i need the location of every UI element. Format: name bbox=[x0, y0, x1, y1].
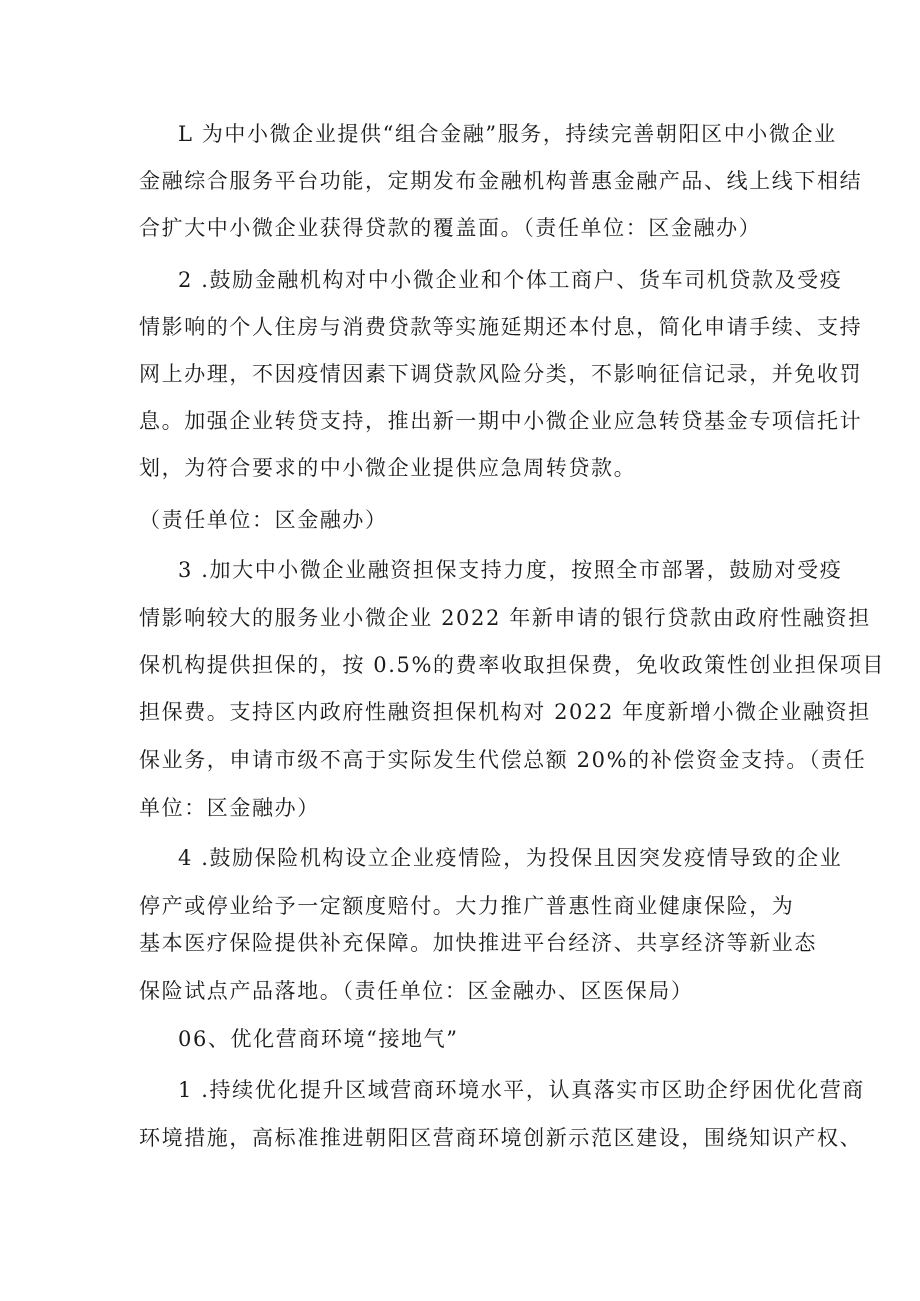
paragraph-3-line-4: 担保费。支持区内政府性融资担保机构对 2022 年度新增小微企业融资担 bbox=[139, 700, 871, 724]
paragraph-3-line-1: 3 .加大中小微企业融资担保支持力度，按照全市部署，鼓励对受疫 bbox=[178, 558, 843, 582]
paragraph-2-responsibility: （责任单位：区金融办） bbox=[139, 508, 388, 532]
paragraph-2-line-4: 息。加强企业转贷支持，推出新一期中小微企业应急转贷基金专项信托计 bbox=[139, 409, 863, 433]
paragraph-3-line-5: 保业务，申请市级不高于实际发生代偿总额 20%的补偿资金支持。（责任 bbox=[139, 748, 867, 772]
paragraph-4-line-1: 4 .鼓励保险机构设立企业疫情险，为投保且因突发疫情导致的企业 bbox=[178, 846, 843, 870]
paragraph-5-line-2: 环境措施，高标准推进朝阳区营商环境创新示范区建设，围绕知识产权、 bbox=[139, 1126, 863, 1150]
paragraph-5-line-1: 1 .持续优化提升区域营商环境水平，认真落实市区助企纾困优化营商 bbox=[178, 1078, 865, 1102]
paragraph-1-line-3: 合扩大中小微企业获得贷款的覆盖面。（责任单位：区金融办） bbox=[139, 216, 762, 240]
paragraph-3-line-3: 保机构提供担保的，按 0.5%的费率收取担保费，免收政策性创业担保项目 bbox=[139, 653, 886, 677]
paragraph-4-line-3: 基本医疗保险提供补充保障。加快推进平台经济、共享经济等新业态 bbox=[139, 931, 817, 955]
section-heading: 06、优化营商环境“接地气” bbox=[178, 1027, 459, 1051]
paragraph-2-line-1: 2 .鼓励金融机构对中小微企业和个体工商户、货车司机贷款及受疫 bbox=[178, 268, 843, 292]
paragraph-1-line-1: L 为中小微企业提供“组合金融”服务，持续完善朝阳区中小微企业 bbox=[178, 122, 837, 146]
paragraph-4-line-2: 停产或停业给予一定额度赔付。大力推广普惠性商业健康保险，为 bbox=[139, 894, 795, 918]
paragraph-3-line-2: 情影响较大的服务业小微企业 2022 年新申请的银行贷款由政府性融资担 bbox=[139, 606, 871, 630]
paragraph-2-line-5: 划，为符合要求的中小微企业提供应急周转贷款。 bbox=[139, 456, 637, 480]
paragraph-2-line-2: 情影响的个人住房与消费贷款等实施延期还本付息，简化申请手续、支持 bbox=[139, 315, 863, 339]
paragraph-3-line-6: 单位：区金融办） bbox=[139, 796, 320, 820]
paragraph-1-line-2: 金融综合服务平台功能，定期发布金融机构普惠金融产品、线上线下相结 bbox=[139, 169, 863, 193]
paragraph-2-line-3: 网上办理，不因疫情因素下调贷款风险分类，不影响征信记录，并免收罚 bbox=[139, 362, 863, 386]
paragraph-4-line-4: 保险试点产品落地。（责任单位：区金融办、区医保局） bbox=[139, 979, 694, 1003]
